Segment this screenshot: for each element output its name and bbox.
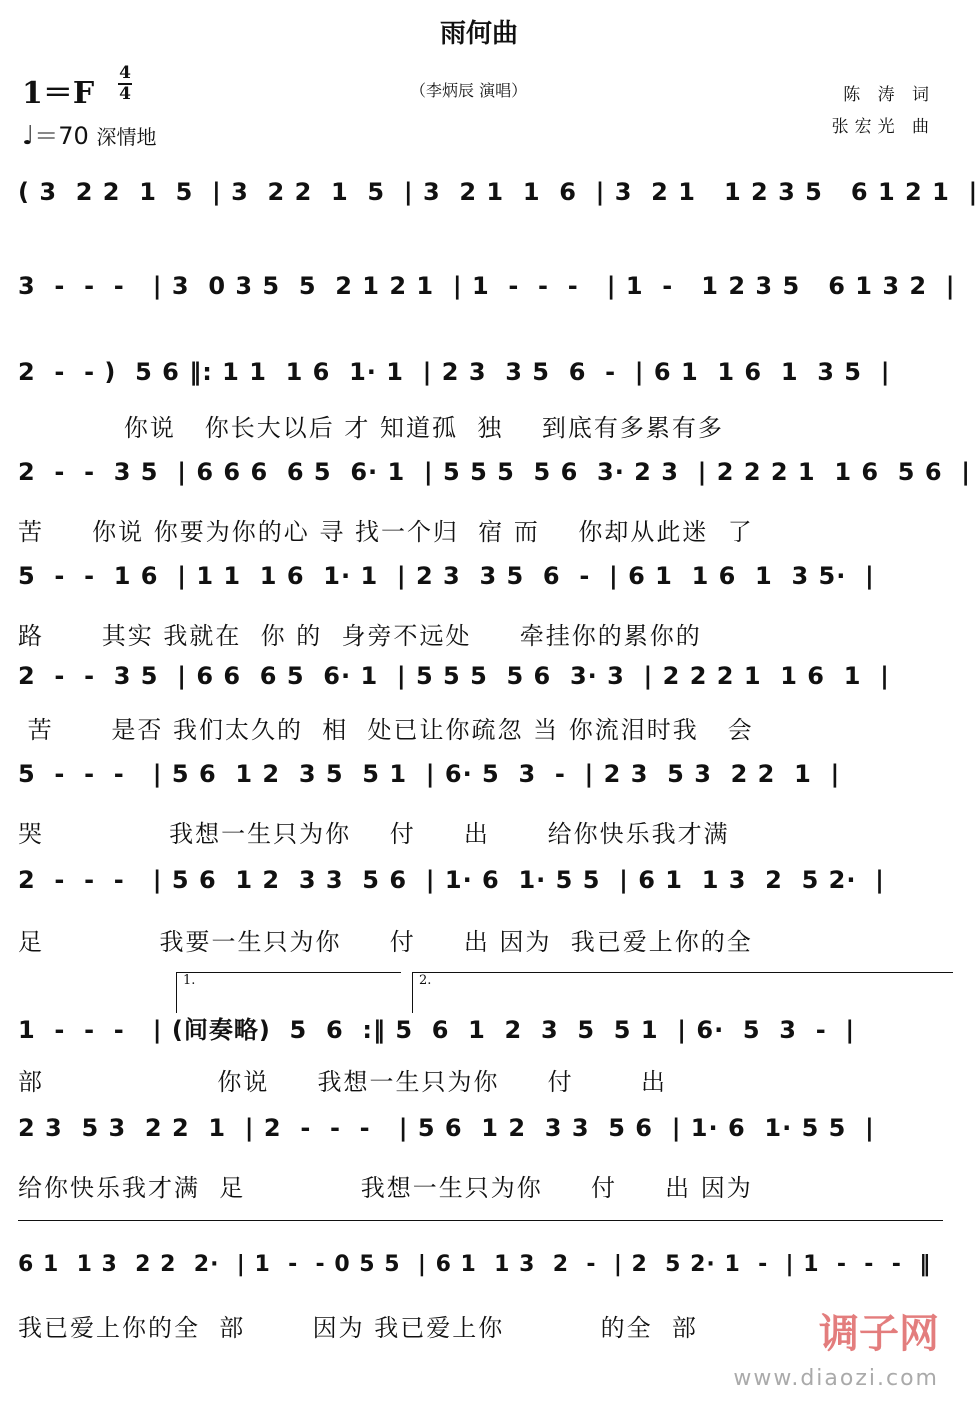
key-signature: 1＝F	[22, 76, 95, 111]
lyric-line: 路 其实 我就在 你 的 身旁不远处 牵挂你的累你的	[18, 622, 702, 650]
tempo-value: ＝70	[34, 122, 89, 150]
time-signature	[118, 64, 132, 104]
notation-line: 5 - - - | 5 6 1 2 3 5 5 1 | 6· 5 3 - | 2 3 5 3 2 2 1 |	[18, 760, 841, 788]
time-signature-top: 4	[119, 63, 131, 83]
tempo-description: 深情地	[96, 125, 157, 149]
lyric-line: 给你快乐我才满 足 我想一生只为你 付 出 因为	[18, 1174, 753, 1202]
quarter-note-icon: ♩	[22, 121, 35, 151]
notation-line: 2 - - ) 5 6 ‖: 1 1 1 6 1· 1 | 2 3 3 5 6 - | 6 1 1 6 1 3 5 |	[18, 358, 891, 386]
final-ending-line	[18, 1220, 943, 1221]
lyric-line: 你说 你长大以后 才 知道孤 独 到底有多累有多	[18, 414, 724, 442]
second-ending-bracket	[412, 972, 953, 1013]
lyric-line: 苦 是否 我们太久的 相 处已让你疏忽 当 你流泪时我 会	[18, 716, 754, 744]
notation-line: 3 - - - | 3 0 3 5 5 2 1 2 1 | 1 - - - | 1 - 1 2 3 5 6 1 3 2 |	[18, 272, 956, 300]
lyric-line: 我已爱上你的全 部 因为 我已爱上你 的全 部	[18, 1314, 698, 1342]
lyric-line: 足 我要一生只为你 付 出 因为 我已爱上你的全	[18, 928, 753, 956]
lyric-line: 苦 你说 你要为你的心 寻 找一个归 宿 而 你却从此迷 了	[18, 518, 754, 546]
lyric-line: 部 你说 我想一生只为你 付 出	[18, 1068, 668, 1096]
notation-line: 6 1 1 3 2 2 2· | 1 - - 0 5 5 | 6 1 1 3 2 - | 2 5 2· 1 - | 1 - - - ‖	[18, 1252, 932, 1277]
notation-line: 2 - - 3 5 | 6 6 6 5 6· 1 | 5 5 5 5 6 3· 3 | 2 2 2 1 1 6 1 |	[18, 662, 890, 690]
time-signature-bottom: 4	[119, 84, 131, 104]
first-ending-label: 1.	[183, 973, 196, 988]
composer-credit: 张宏光 曲	[831, 117, 935, 137]
notation-line: 5 - - 1 6 | 1 1 1 6 1· 1 | 2 3 3 5 6 - | 6 1 1 6 1 3 5· |	[18, 562, 875, 590]
notation-line: 2 3 5 3 2 2 1 | 2 - - - | 5 6 1 2 3 3 5 6 | 1· 6 1· 5 5 |	[18, 1114, 875, 1142]
notation-line: 1 - - - | (间奏略) 5 6 :‖ 5 6 1 2 3 5 5 1 | 6· 5 3 - |	[18, 1016, 856, 1044]
lyric-line: 哭 我想一生只为你 付 出 给你快乐我才满	[18, 820, 730, 848]
lyricist-credit: 陈 涛 词	[843, 85, 935, 105]
second-ending-label: 2.	[419, 973, 432, 988]
tempo-marking	[22, 116, 156, 151]
first-ending-bracket	[176, 972, 401, 1013]
singer-credit: （李炳辰 演唱）	[410, 81, 528, 100]
watermark-logo: 调子网	[819, 1311, 939, 1357]
notation-line: ( 3 2 2 1 5 | 3 2 2 1 5 | 3 2 1 1 6 | 3 2 1 1 2 3 5 6 1 2 1 |	[18, 178, 978, 206]
notation-line: 2 - - - | 5 6 1 2 3 3 5 6 | 1· 6 1· 5 5 | 6 1 1 3 2 5 2· |	[18, 866, 885, 894]
song-title: 雨何曲	[440, 19, 519, 49]
notation-line: 2 - - 3 5 | 6 6 6 6 5 6· 1 | 5 5 5 5 6 3· 2 3 | 2 2 2 1 1 6 5 6 |	[18, 458, 972, 486]
watermark-url: www.diaozi.com	[733, 1366, 939, 1391]
